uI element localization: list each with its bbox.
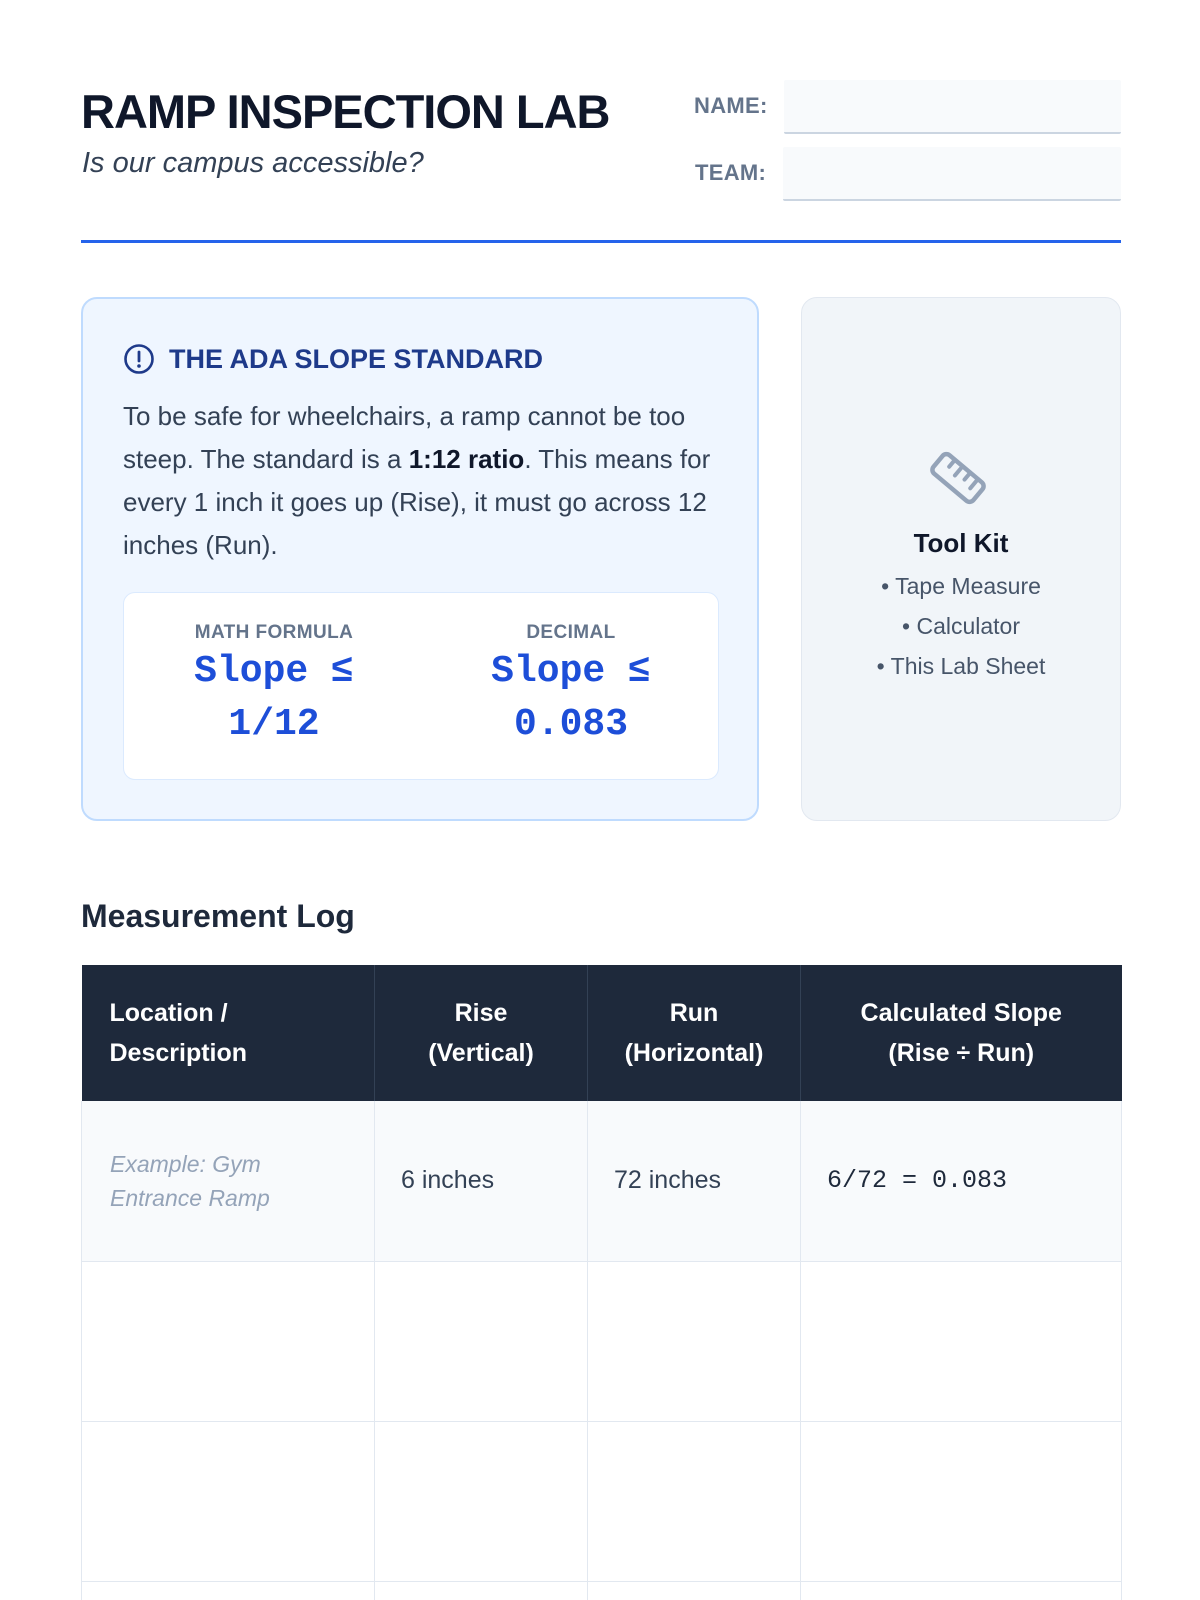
ada-description-part-2: . This means for every 1 inch it goes up (Rise), it must go across 12 inches (Run). — [123, 444, 711, 560]
example-run-cell: 72 inches — [588, 1101, 801, 1261]
location-input-cell[interactable] — [82, 1261, 375, 1421]
rise-input-cell[interactable] — [375, 1261, 588, 1421]
tool-kit-item: • Calculator — [802, 606, 1120, 646]
name-field[interactable] — [784, 80, 1121, 134]
math-formula — [144, 621, 404, 751]
ada-heading-text: THE ADA SLOPE STANDARD — [169, 343, 544, 374]
math-formula-line-1: Slope ≤ — [194, 650, 354, 693]
tool-kit-title: Tool Kit — [913, 528, 1009, 558]
team-label: TEAM: — [695, 160, 767, 185]
rise-input-cell[interactable] — [375, 1421, 588, 1581]
column-header-slope: Calculated Slope (Rise ÷ Run) — [801, 965, 1122, 1101]
measurement-log-heading: Measurement Log — [81, 898, 355, 934]
table-row-example — [82, 1101, 1122, 1261]
location-input-cell[interactable] — [82, 1421, 375, 1581]
table-header-row — [82, 965, 1122, 1101]
ada-description-part-1: To be safe for wheelchairs, a ramp cannot be too steep. The standard is a — [123, 401, 686, 474]
slope-input-cell[interactable] — [801, 1581, 1122, 1600]
tool-kit-panel — [801, 297, 1121, 821]
tool-kit-item: • Tape Measure — [802, 566, 1120, 606]
formula-card — [123, 592, 719, 780]
ada-standard-panel — [81, 297, 759, 821]
run-input-cell[interactable] — [588, 1261, 801, 1421]
decimal-line-2: 0.083 — [513, 703, 629, 746]
team-field[interactable] — [783, 147, 1121, 201]
math-formula-line-2: 1/12 — [228, 703, 320, 746]
run-input-cell[interactable] — [588, 1421, 801, 1581]
tool-kit-item: • This Lab Sheet — [802, 646, 1120, 686]
example-location-cell: Example: Gym Entrance Ramp — [82, 1101, 375, 1261]
table-row — [82, 1261, 1122, 1421]
slope-input-cell[interactable] — [801, 1261, 1122, 1421]
rise-input-cell[interactable] — [375, 1581, 588, 1600]
ada-description — [123, 395, 723, 567]
run-input-cell[interactable] — [588, 1581, 801, 1600]
measurement-log-table — [81, 965, 1122, 1600]
ada-heading — [123, 343, 543, 375]
column-header-run: Run (Horizontal) — [588, 965, 801, 1101]
table-row — [82, 1581, 1122, 1600]
ada-ratio: 1:12 ratio — [408, 444, 525, 474]
header-divider — [81, 240, 1121, 243]
table-row — [82, 1421, 1122, 1581]
name-label: NAME: — [694, 93, 768, 118]
ruler-icon — [924, 444, 992, 512]
decimal-formula — [441, 621, 701, 751]
decimal-line-1: Slope ≤ — [491, 650, 651, 693]
example-rise-cell: 6 inches — [375, 1101, 588, 1261]
location-input-cell[interactable] — [82, 1581, 375, 1600]
column-header-location: Location / Description — [82, 965, 375, 1101]
page-subtitle: Is our campus accessible? — [82, 147, 424, 179]
page-title: RAMP INSPECTION LAB — [81, 85, 610, 138]
alert-circle-icon — [123, 343, 155, 375]
column-header-rise: Rise (Vertical) — [375, 965, 588, 1101]
tool-kit-list — [802, 566, 1120, 686]
worksheet-page — [81, 0, 1121, 1600]
decimal-label: DECIMAL — [526, 622, 616, 643]
math-formula-label: MATH FORMULA — [194, 622, 354, 643]
example-slope-cell: 6/72 = 0.083 — [801, 1101, 1122, 1261]
slope-input-cell[interactable] — [801, 1421, 1122, 1581]
